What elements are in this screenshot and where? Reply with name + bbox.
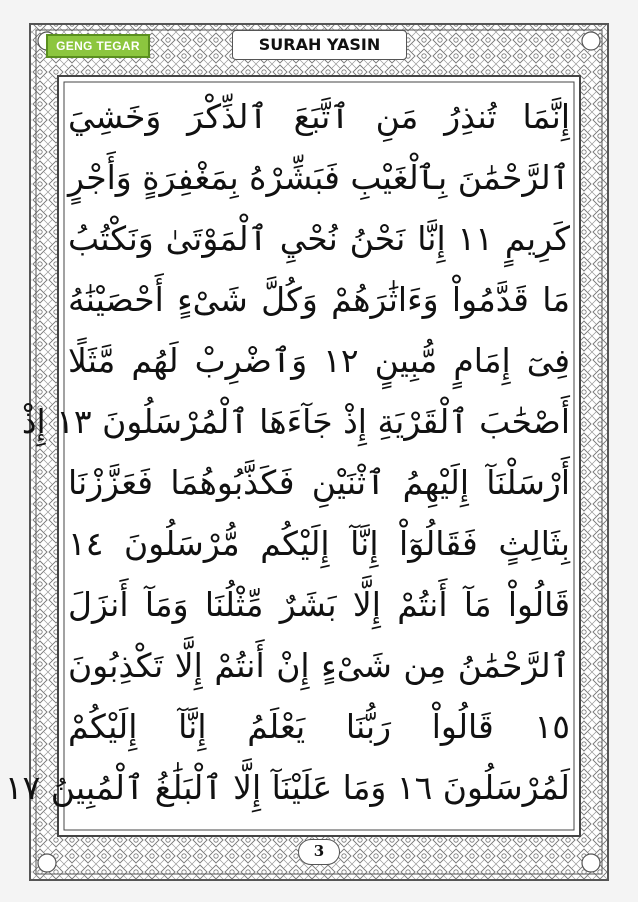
page-title: SURAH YASIN [232,30,407,60]
verse-text-area [4,86,570,826]
verse-line-10: ٱلرَّحْمَٰنُ مِن شَىْءٍ إِنْ أَنتُمْ إِلَّا تَكْذِبُونَ [68,646,570,685]
page-number: 3 [298,839,340,865]
verse-line-11: ١٥ قَالُواْ رَبُّنَا يَعْلَمُ إِنَّآ إِلَيْكُمْ [68,707,570,746]
verse-line-4: مَا قَدَّمُواْ وَءَاثَٰرَهُمْ وَكُلَّ شَىْءٍ أَحْصَيْنَٰهُ [68,280,570,319]
verse-line-7: أَرْسَلْنَآ إِلَيْهِمُ ٱثْنَيْنِ فَكَذَّبُوهُمَا فَعَزَّزْنَا [68,463,570,502]
verse-line-6: أَصْحَٰبَ ٱلْقَرْيَةِ إِذْ جَآءَهَا ٱلْمُرْسَلُونَ ١٣ إِذْ [21,402,570,441]
verse-line-2: ٱلرَّحْمَٰنَ بِٱلْغَيْبِ فَبَشِّرْهُ بِمَغْفِرَةٍ وَأَجْرٍ [68,158,570,197]
verse-line-1: إِنَّمَا تُنذِرُ مَنِ ٱتَّبَعَ ٱلذِّكْرَ وَخَشِيَ [68,97,570,136]
verse-line-3: كَرِيمٍ ١١ إِنَّا نَحْنُ نُحْيِ ٱلْمَوْتَىٰ وَنَكْتُبُ [68,219,570,258]
verse-line-12: لَمُرْسَلُونَ ١٦ وَمَا عَلَيْنَآ إِلَّا ٱلْبَلَٰغُ ٱلْمُبِينُ ١٧ [4,768,570,807]
verse-line-5: فِىٓ إِمَامٍ مُّبِينٍ ١٢ وَٱضْرِبْ لَهُم مَّثَلًا [68,341,570,380]
verse-line-8: بِثَالِثٍ فَقَالُوٓاْ إِنَّآ إِلَيْكُم مُّرْسَلُونَ ١٤ [68,524,570,563]
channel-badge: GENG TEGAR [46,34,150,58]
verse-line-9: قَالُواْ مَآ أَنتُمْ إِلَّا بَشَرٌ مِّثْلُنَا وَمَآ أَنزَلَ [68,585,570,624]
